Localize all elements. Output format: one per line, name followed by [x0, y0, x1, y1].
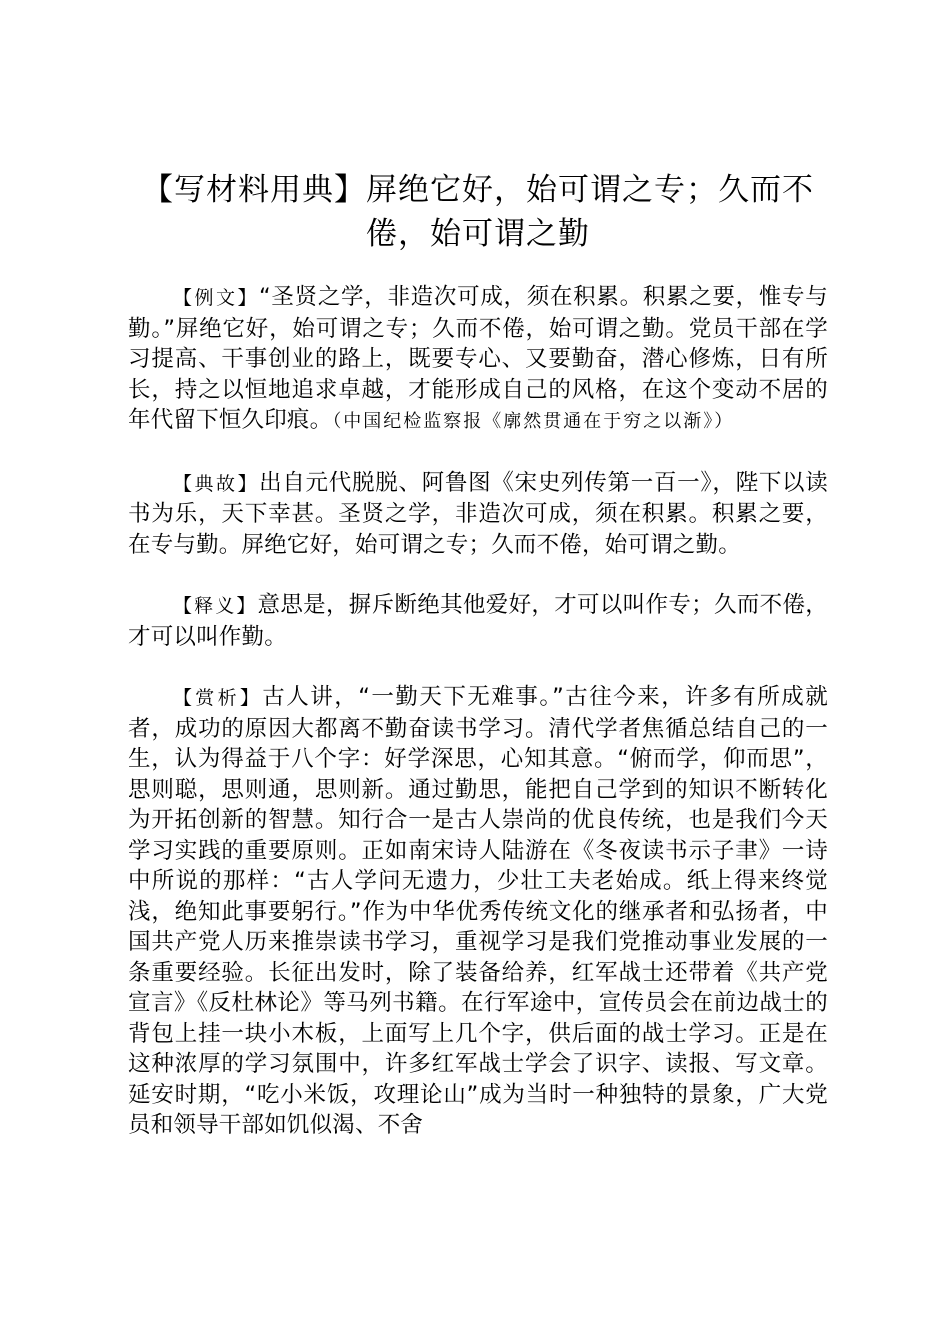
document-title: 【写材料用典】屏绝它好，始可谓之专；久而不倦，始可谓之勤 [142, 172, 814, 252]
example-source: （中国纪检监察报《廓然贯通在于穷之以渐》） [332, 411, 735, 432]
meaning-tag: 【释义】 [173, 595, 258, 617]
allusion-text: 出自元代脱脱、阿鲁图《宋史列传第一百一》，陛下以读书为乐，天下幸甚。圣贤之学，非造次可成，须在积累。积累之要，在专与勤。屏绝它好，始可谓之专；久而不倦，始可谓之勤。 [128, 469, 828, 558]
example-paragraph [128, 282, 828, 438]
example-tag: 【例文】 [173, 287, 260, 309]
appreciation-tag: 【赏析】 [173, 687, 263, 709]
document-page [128, 168, 828, 1171]
appreciation-text: 古人讲，“一勤天下无难事。”古往今来，许多有所成就者，成功的原因大都离不勤奋读书学习。清代学者焦循总结自己的一生，认为得益于八个字：好学深思，心知其意。“俯而学，仰而思”，思则聪，思则通，思则新。通过勤思，能把自己学到的知识不断转化为开拓创新的智慧。知行合一是古人崇尚的优良传统，也是我们今天学习实践的重要原则。正如南宋诗人陆游在《冬夜读书示子聿》一诗中所说的那样：“古人学问无遗力，少壮工夫老始成。纸上得来终觉浅，绝知此事要躬行。”作为中华优秀传统文化的继承者和弘扬者，中国共产党人历来推崇读书学习，重视学习是我们党推动事业发展的一条重要经验。长征出发时，除了装备给养，红军战士还带着《共产党宣言》《反杜林论》等马列书籍。在行军途中，宣传员会在前边战士的背包上挂一块小木板，上面写上几个字，供后面的战士学习。正是在这种浓厚的学习氛围中，许多红军战士学会了识字、读报、写文章。延安时期，“吃小米饭，攻理论山”成为当时一种独特的景象，广大党员和领导干部如饥似渴、不舍 [128, 684, 828, 1138]
appreciation-paragraph [128, 682, 828, 1141]
allusion-paragraph [128, 468, 828, 561]
allusion-tag: 【典故】 [173, 472, 260, 495]
example-text: “圣贤之学，非造次可成，须在积累。积累之要，惟专与勤。”屏绝它好，始可谓之专；久而不倦，始可谓之勤。党员干部在学习提高、干事创业的路上，既要专心、又要勤奋，潜心修炼，日有所长，持之以恒地追求卓越，才能形成自己的风格，在这个变动不居的年代留下恒久印痕。 [128, 284, 828, 433]
meaning-paragraph [128, 590, 828, 652]
meaning-text: 意思是，摒斥断绝其他爱好，才可以叫作专；久而不倦，才可以叫作勤。 [128, 592, 828, 650]
